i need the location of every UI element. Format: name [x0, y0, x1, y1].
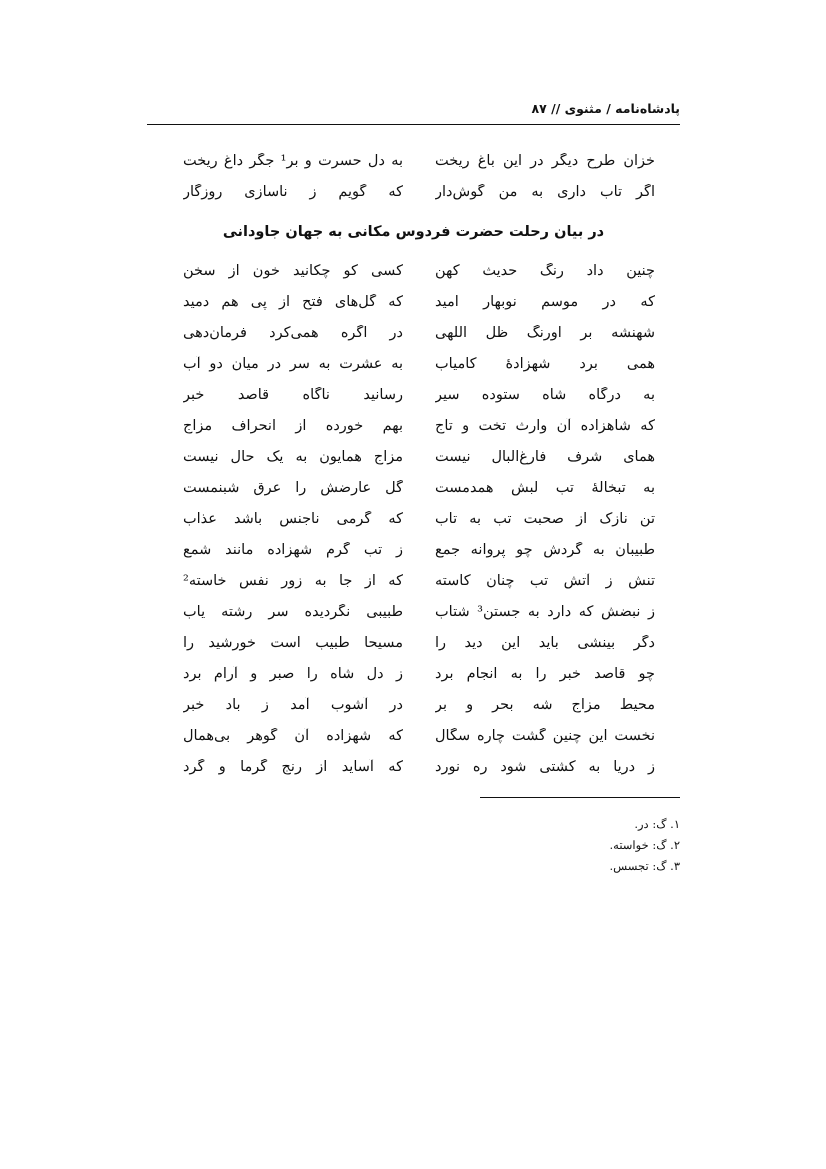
- couplet: [183, 317, 655, 348]
- footnote: ۳. گ: تجسس.: [609, 859, 680, 873]
- couplet: [183, 751, 655, 782]
- hemistich-left: که گویم ز ناسازی روزگار: [183, 183, 403, 200]
- hemistich-left: کسی کو چکانید خون از سخن: [183, 262, 403, 279]
- footnote-rule: [480, 797, 680, 798]
- hemistich-right: که در موسم نوبهار امید: [435, 293, 655, 310]
- couplet: [183, 503, 655, 534]
- hemistich-right: به تبخالهٔ تب لبش همدمست: [435, 479, 655, 496]
- hemistich-left: رسانید ناگاه قاصد خبر: [183, 386, 403, 403]
- poem-main: [183, 255, 655, 782]
- hemistich-left: در آشوب آمد ز باد خبر: [183, 696, 403, 713]
- hemistich-right: نخست این چنین گشت چاره سگال: [435, 727, 655, 744]
- hemistich-right: ز دریا به کشتی شود ره نورد: [435, 758, 655, 775]
- hemistich-left: که از جا به زور نفس خاسته²: [183, 572, 403, 589]
- hemistich-right: طبیبان به گردش چو پروانه جمع: [435, 541, 655, 558]
- hemistich-left: به عشرت به سر در میان دو آب: [183, 355, 403, 372]
- hemistich-right: ز نبضش که دارد به جستن³ شتاب: [435, 603, 655, 620]
- hemistich-left: مزاج همایون به یک حال نیست: [183, 448, 403, 465]
- hemistich-left: ز دل شاه را صبر و آرام برد: [183, 665, 403, 682]
- hemistich-left: طبیبی نگردیده سر رشته یاب: [183, 603, 403, 620]
- couplet: [183, 534, 655, 565]
- couplet: [183, 441, 655, 472]
- hemistich-right: همای شرف فارغ‌البال نیست: [435, 448, 655, 465]
- couplet: [183, 145, 655, 176]
- couplet: [183, 410, 655, 441]
- hemistich-right: شهنشه بر اورنگ ظل اللهی: [435, 324, 655, 341]
- couplet: [183, 176, 655, 207]
- hemistich-right: اگر تاب داری به من گوش‌دار: [435, 183, 655, 200]
- hemistich-left: که گل‌های فتح از پی هم دمید: [183, 293, 403, 310]
- footnotes: [609, 814, 680, 877]
- footnote: ۱. گ: در.: [634, 817, 680, 831]
- couplet: [183, 379, 655, 410]
- hemistich-right: تنش ز آتش تب چنان کاسته: [435, 572, 655, 589]
- header-rule: [147, 124, 680, 125]
- hemistich-left: ز تب گرم شهزاده مانند شمع: [183, 541, 403, 558]
- hemistich-left: که گرمی ناجنس باشد عذاب: [183, 510, 403, 527]
- couplet: [183, 689, 655, 720]
- hemistich-right: محیط مزاج شه بحر و بر: [435, 696, 655, 713]
- couplet: [183, 472, 655, 503]
- hemistich-left: گل عارضش را عرق شبنمست: [183, 479, 403, 496]
- hemistich-left: که شهزاده آن گوهر بی‌همال: [183, 727, 403, 744]
- hemistich-right: تن نازک از صحبت تب به تاب: [435, 510, 655, 527]
- hemistich-left: که آساید از رنج گرما و گرد: [183, 758, 403, 775]
- running-header: [147, 99, 680, 125]
- hemistich-left: به دل حسرت و بر¹ جگر داغ ریخت: [183, 152, 403, 169]
- hemistich-left: بهم خورده از انحراف مزاج: [183, 417, 403, 434]
- couplet: [183, 596, 655, 627]
- couplet: [183, 348, 655, 379]
- hemistich-right: به درگاه شاه ستوده سیر: [435, 386, 655, 403]
- couplet: [183, 720, 655, 751]
- couplet: [183, 658, 655, 689]
- couplet: [183, 286, 655, 317]
- hemistich-right: دگر بینشی باید این دید را: [435, 634, 655, 651]
- hemistich-right: که شاهزاده آن وارث تخت و تاج: [435, 417, 655, 434]
- couplet: [183, 627, 655, 658]
- hemistich-right: چنین داد رنگ حدیث کهن: [435, 262, 655, 279]
- hemistich-left: در اگره همی‌کرد فرمان‌دهی: [183, 324, 403, 341]
- couplet: [183, 565, 655, 596]
- section-title: در بیان رحلت حضرت فردوس مکانی به جهان جاودانی: [222, 224, 605, 240]
- running-title: پادشاه‌نامه / مثنوی // ۸۷: [531, 101, 680, 116]
- hemistich-left: مسیحا طبیب است خورشید را: [183, 634, 403, 651]
- couplet: [183, 255, 655, 286]
- footnote: ۲. گ: خواسته.: [609, 838, 680, 852]
- poem-top: [183, 145, 655, 207]
- hemistich-right: همی برد شهزادهٔ کامیاب: [435, 355, 655, 372]
- hemistich-right: چو قاصد خبر را به انجام برد: [435, 665, 655, 682]
- hemistich-right: خزان طرح دیگر در این باغ ریخت: [435, 152, 655, 169]
